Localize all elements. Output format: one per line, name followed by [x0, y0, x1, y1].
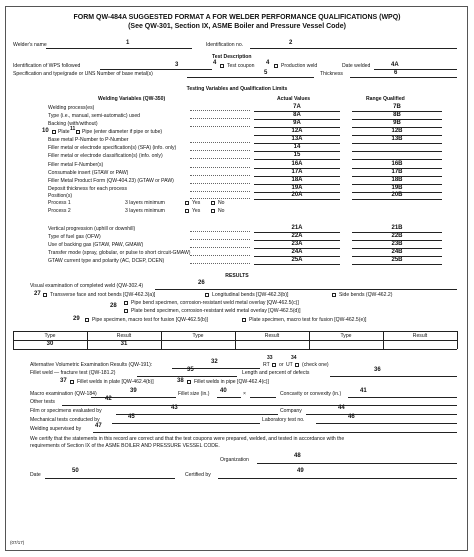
concavity-field[interactable] [348, 397, 457, 398]
wps-label: Identification of WPS followed [13, 63, 81, 69]
macro-exam-label: Macro examination (QW-184) [30, 391, 97, 397]
process-1-label: Process 1 [48, 200, 71, 206]
process-1-yes: Yes [192, 200, 201, 206]
dot-leader [190, 142, 250, 143]
transverse-bends-label: Transverse face and root bends [QW-462.3(a)] [50, 292, 156, 298]
alt-volumetric-field[interactable] [172, 368, 260, 369]
actual-value: 24A [291, 249, 303, 255]
organization-label: Organization [220, 457, 249, 463]
company-number: 44 [338, 405, 345, 411]
actual-value: 13A [291, 136, 303, 142]
range-qualified-value: 21B [391, 225, 403, 231]
certification-text-2: requirements of Section IX of the ASME BOILER AND PRESSURE VESSEL CODE. [30, 443, 220, 449]
date-number: 50 [72, 468, 79, 474]
actual-value: 17A [291, 169, 303, 175]
certified-by-field[interactable] [218, 478, 457, 479]
range-qualified-value: 19B [391, 185, 403, 191]
dot-leader [190, 239, 250, 240]
results-cell-result-1[interactable]: 31 [120, 341, 128, 347]
dot-leader [190, 191, 250, 192]
form-title: FORM QW-484A SUGGESTED FORMAT A FOR WELDER PERFORMANCE QUALIFICATIONS (WPQ) [73, 14, 401, 21]
range-qualified-field[interactable] [352, 264, 442, 265]
macro-exam-number: 39 [130, 388, 137, 394]
visual-exam-number: 26 [198, 280, 205, 286]
plate-label: Plate [58, 129, 70, 135]
mechanical-tests-label: Mechanical tests conducted by [30, 417, 100, 423]
specification-label: Specification and type/grade or UNS Number of base metal(s) [13, 71, 153, 77]
length-defects-label: Length and percent of defects [242, 370, 310, 376]
pipe-checkbox[interactable] [76, 130, 80, 134]
lab-test-number: 46 [348, 414, 355, 420]
actual-value: 18A [291, 177, 303, 183]
fillet-fracture-number: 35 [187, 367, 194, 373]
other-tests-field[interactable] [62, 405, 457, 406]
process-1-no: No [218, 200, 225, 206]
ut-number: 34 [291, 355, 297, 361]
dot-leader [190, 255, 250, 256]
plate-bend-overlay-label: Plate bend specimen, corrosion-resistant weld metal overlay [QW-462.5(d)] [131, 308, 301, 314]
thickness-field[interactable] [350, 77, 457, 78]
range-qualified-value: 7B [393, 104, 401, 110]
dot-leader [190, 175, 250, 176]
fillet-pipe-checkbox[interactable] [187, 380, 191, 384]
thickness-number: 6 [394, 70, 398, 76]
process-1-yes-checkbox[interactable] [185, 201, 189, 205]
plate-checkbox[interactable] [52, 130, 56, 134]
welder-name-field[interactable] [46, 48, 192, 49]
process-2-layers: 3 layers minimum [125, 208, 165, 214]
fillet-plate-checkbox[interactable] [70, 380, 74, 384]
actual-value-field[interactable] [254, 199, 340, 200]
rt-label: RT [263, 362, 270, 368]
variable-label: Type (i.e., manual, semi-automatic) used [48, 113, 141, 119]
organization-number: 48 [294, 453, 301, 459]
range-qualified-field[interactable] [352, 151, 442, 152]
company-label: Company [280, 408, 302, 414]
fillet-size-field-1[interactable] [217, 397, 241, 398]
fillet-pipe-label: Fillet welds in pipe [QW-462.4(c)] [194, 379, 269, 385]
supervised-label: Welding supervised by [30, 426, 82, 432]
range-qualified-value: 20B [391, 192, 403, 198]
actual-value: 8A [293, 112, 301, 118]
range-qualified-value: 24B [391, 249, 403, 255]
certified-by-label: Certified by [185, 472, 211, 478]
range-qualified-field[interactable] [352, 159, 442, 160]
fillet-size-label: Fillet size (in.) [178, 391, 210, 397]
side-bends-checkbox[interactable] [332, 293, 336, 297]
variable-label: Transfer mode (spray, globular, or pulse to short circuit-GMAW) [48, 250, 191, 256]
fillet-fracture-field[interactable] [137, 376, 237, 377]
pipe-macro-label: Pipe specimen, macro test for fusion [QW-462.5(b)] [92, 317, 208, 323]
variable-label: Deposit thickness for each process [48, 186, 127, 192]
actual-values-header: Actual Values [277, 96, 311, 102]
production-weld-label: Production weld [281, 63, 318, 69]
dot-leader [190, 118, 250, 119]
process-1-layers: 3 layers minimum [125, 200, 165, 206]
pipe-bend-overlay-label: Pipe bend specimen, corrosion-resistant weld metal overlay [QW-462.5(c)] [131, 300, 299, 306]
visual-exam-field[interactable] [155, 289, 457, 290]
film-evaluated-field[interactable] [116, 414, 278, 415]
check-one-label: (check one) [302, 362, 329, 368]
dot-leader [190, 158, 250, 159]
variable-label: Consumable insert (GTAW or PAW) [48, 170, 129, 176]
welder-name-label: Welder's name [13, 42, 47, 48]
transverse-bends-checkbox[interactable] [43, 293, 47, 297]
variable-label: Base metal P-Number to P-Number [48, 137, 129, 143]
length-defects-field[interactable] [330, 376, 457, 377]
actual-value: 23A [291, 241, 303, 247]
id-field[interactable] [250, 48, 457, 49]
concavity-label: Concavity or convexity (in.) [280, 391, 342, 397]
process-2-no: No [218, 208, 225, 214]
range-qualified-value: 17B [391, 169, 403, 175]
thickness-label: Thickness [320, 71, 343, 77]
fillet-plate-number: 37 [60, 378, 67, 384]
range-qualified-value: 23B [391, 241, 403, 247]
overlay-bends-number: 28 [110, 303, 117, 309]
welder-name-number: 1 [126, 40, 130, 46]
production-weld-checkbox[interactable] [274, 64, 278, 68]
fillet-pipe-number: 38 [177, 378, 184, 384]
process-1-no-checkbox[interactable] [211, 201, 215, 205]
fillet-size-number: 40 [220, 388, 227, 394]
results-cell-type-1[interactable]: 30 [46, 341, 54, 347]
results-col-type-1: Type [44, 333, 56, 339]
mechanical-tests-number: 45 [128, 414, 135, 420]
specification-field[interactable] [187, 77, 314, 78]
form-revision-footer: (07/17) [10, 540, 25, 545]
fillet-size-field-2[interactable] [250, 397, 276, 398]
results-col-result-1: Result [116, 333, 132, 339]
pipe-macro-checkbox[interactable] [85, 318, 89, 322]
film-evaluated-label: Film or specimens evaluated by [30, 408, 102, 414]
supervised-field[interactable] [93, 432, 457, 433]
certified-by-number: 49 [297, 468, 304, 474]
rt-checkbox[interactable] [272, 363, 276, 367]
macro-exam-field[interactable] [91, 397, 176, 398]
certification-text-1: We certify that the statements in this record are correct and that the test coupons were prepared, welded, and tested in accordance with the [30, 436, 345, 442]
variable-label: Vertical progression (uphill or downhill) [48, 226, 136, 232]
form-subtitle: (See QW-301, Section IX, ASME Boiler and Pressure Vessel Code) [128, 23, 346, 30]
actual-value-field[interactable] [254, 159, 340, 160]
actual-value: 20A [291, 192, 303, 198]
id-label: Identification no. [206, 42, 244, 48]
dot-leader [190, 183, 250, 184]
actual-value: 19A [291, 185, 303, 191]
pipe-label: Pipe (enter diameter if pipe or tube) [82, 129, 163, 135]
results-col-result-3: Result [412, 333, 428, 339]
results-heading: RESULTS [225, 273, 249, 279]
plate-macro-label: Plate specimen, macro test for fusion [QW-462.5(e)] [249, 317, 367, 323]
actual-value: 14 [293, 144, 301, 150]
actual-value: 16A [291, 161, 303, 167]
fillet-plate-label: Fillet welds in plate [QW-462.4(b)] [77, 379, 154, 385]
range-qualified-value: 13B [391, 136, 403, 142]
mechanical-tests-field[interactable] [112, 423, 260, 424]
lab-test-field[interactable] [316, 423, 457, 424]
longitudinal-bends-label: Longitudinal bends [QW-462.3(b)] [212, 292, 289, 298]
dot-leader [190, 110, 250, 111]
specification-number: 5 [264, 70, 268, 76]
macro-fusion-number: 29 [73, 316, 80, 322]
ut-label: UT [286, 362, 293, 368]
id-number: 2 [289, 40, 293, 46]
visual-exam-label: Visual examination of completed weld (QW-302.4) [30, 283, 144, 289]
date-label: Date [30, 472, 41, 478]
range-qualified-field[interactable] [352, 199, 442, 200]
dot-leader [190, 167, 250, 168]
actual-value: 9A [293, 120, 301, 126]
bend-tests-number: 27 [34, 291, 41, 297]
range-qualified-value: 12B [391, 128, 403, 134]
welding-variables-header: Welding Variables (QW-350) [98, 96, 166, 102]
dot-leader [190, 150, 250, 151]
range-qualified-value: 16B [391, 161, 403, 167]
variable-label: Filler metal or electrode classification(s) (info. only) [48, 153, 163, 159]
date-welded-field[interactable] [374, 69, 457, 70]
lab-test-label: Laboratory test no. [262, 417, 305, 423]
alt-volumetric-label: Alternative Volumetric Examination Results (QW-191): [30, 362, 153, 368]
wps-field[interactable] [100, 69, 212, 70]
range-qualified-header: Range Qualified [366, 96, 405, 102]
plate-pipe-number: 10 [42, 128, 49, 134]
film-evaluated-number: 43 [171, 405, 178, 411]
variable-label: Filler metal F-Number(s) [48, 162, 104, 168]
actual-value: 15 [293, 152, 301, 158]
range-qualified-value: 18B [391, 177, 403, 183]
dot-leader [190, 247, 250, 248]
range-qualified-value: 8B [393, 112, 401, 118]
process-2-no-checkbox[interactable] [211, 209, 215, 213]
organization-field[interactable] [257, 463, 457, 464]
concavity-number: 41 [360, 388, 367, 394]
variable-label: Type of fuel gas (OFW) [48, 234, 101, 240]
other-tests-label: Other tests [30, 399, 55, 405]
dot-leader [190, 231, 250, 232]
test-coupon-label: Test coupon [227, 63, 255, 69]
variable-label: GTAW current type and polarity (AC, DCEP, DCEN) [48, 258, 165, 264]
test-description-heading: Test Description [212, 54, 252, 60]
testing-variables-heading: Testing Variables and Qualification Limits [186, 86, 288, 92]
variable-label: Backing (with/without) [48, 121, 98, 127]
alt-volumetric-number: 32 [211, 359, 218, 365]
date-field[interactable] [45, 478, 175, 479]
process-2-yes: Yes [192, 208, 201, 214]
variable-label: Position(s) [48, 193, 73, 199]
dot-leader [190, 126, 250, 127]
actual-value: 25A [291, 257, 303, 263]
ut-checkbox[interactable] [295, 363, 299, 367]
dot-leader [190, 263, 250, 264]
actual-value-field[interactable] [254, 264, 340, 265]
wps-number: 3 [175, 62, 179, 68]
plate-macro-checkbox[interactable] [242, 318, 246, 322]
variable-label: Filler metal or electrode specification(s) (SFA) (info. only) [48, 145, 177, 151]
fillet-fracture-label: Fillet weld — fracture test (QW-181.2) [30, 370, 116, 376]
test-coupon-checkbox[interactable] [220, 64, 224, 68]
pipe-bend-overlay-checkbox[interactable] [124, 301, 128, 305]
plate-bend-overlay-checkbox[interactable] [124, 309, 128, 313]
actual-value: 12A [291, 128, 303, 134]
results-col-result-2: Result [264, 333, 280, 339]
longitudinal-bends-checkbox[interactable] [205, 293, 209, 297]
variable-label: Welding process(es) [48, 105, 95, 111]
supervised-number: 47 [95, 423, 102, 429]
actual-value: 22A [291, 233, 303, 239]
company-field[interactable] [306, 414, 457, 415]
variable-label: Filler Metal Product Form (QW-404.23) (GTAW or PAW) [48, 178, 174, 184]
range-qualified-value: 25B [391, 257, 403, 263]
range-qualified-value: 22B [391, 233, 403, 239]
range-qualified-field[interactable] [352, 143, 442, 144]
length-defects-number: 36 [374, 367, 381, 373]
results-col-type-3: Type [340, 333, 352, 339]
date-welded-number: 4A [391, 62, 399, 68]
actual-value: 21A [291, 225, 303, 231]
range-qualified-value: 9B [393, 120, 401, 126]
test-coupon-number: 4 [213, 60, 217, 66]
process-2-yes-checkbox[interactable] [185, 209, 189, 213]
date-welded-label: Date welded [342, 63, 371, 69]
variable-label: Use of backing gas (GTAW, PAW, GMAW) [48, 242, 144, 248]
side-bends-label: Side bends (QW-462.2) [339, 292, 393, 298]
rt-number: 33 [267, 355, 273, 361]
other-tests-number: 42 [105, 396, 112, 402]
pipe-number: 11 [70, 126, 76, 132]
dot-leader [190, 198, 250, 199]
or-label: or [279, 362, 284, 368]
fillet-size-x: × [243, 391, 246, 397]
results-col-type-2: Type [192, 333, 204, 339]
production-weld-number: 4 [266, 60, 270, 66]
process-2-label: Process 2 [48, 208, 71, 214]
actual-value: 7A [293, 104, 301, 110]
